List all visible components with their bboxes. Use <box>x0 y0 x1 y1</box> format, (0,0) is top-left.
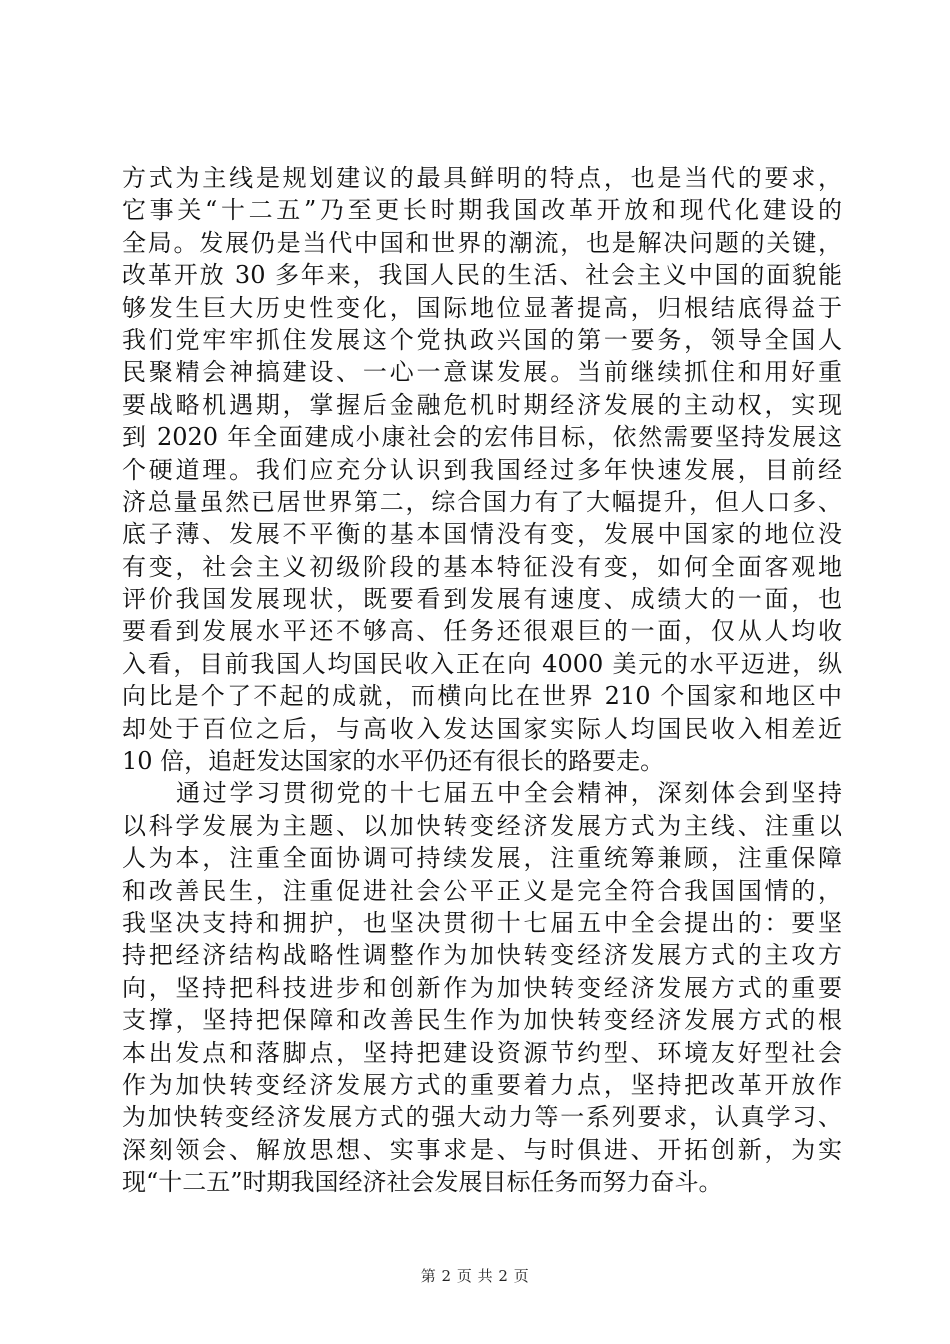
paragraph-1 <box>122 162 842 777</box>
page-number-footer: 第 2 页 共 2 页 <box>420 1267 530 1285</box>
text-line: 为加快转变经济发展方式的强大动力等一系列要求，认真学习、 <box>122 1103 842 1132</box>
text-line: 作为加快转变经济发展方式的重要着力点，坚持把改革开放作 <box>122 1070 842 1099</box>
body-text <box>122 162 842 1199</box>
text-line: 向比是个了不起的成就，而横向比在世界 210 个国家和地区中 <box>122 682 842 711</box>
text-line: 评价我国发展现状，既要看到发展有速度、成绩大的一面，也 <box>122 585 842 614</box>
text-line: 它事关“十二五”乃至更长时期我国改革开放和现代化建设的 <box>122 196 842 225</box>
text-line: 方式为主线是规划建议的最具鲜明的特点，也是当代的要求， <box>122 164 842 192</box>
text-line: 有变，社会主义初级阶段的基本特征没有变，如何全面客观地 <box>122 552 842 581</box>
text-line: 全局。发展仍是当代中国和世界的潮流，也是解决问题的关键， <box>122 228 842 257</box>
text-line: 支撑，坚持把保障和改善民生作为加快转变经济发展方式的根 <box>122 1006 842 1035</box>
text-line: 到 2020 年全面建成小康社会的宏伟目标，依然需要坚持发展这 <box>122 423 842 452</box>
text-line: 够发生巨大历史性变化，国际地位显著提高，归根结底得益于 <box>122 293 842 322</box>
text-line: 济总量虽然已居世界第二，综合国力有了大幅提升，但人口多、 <box>122 487 842 516</box>
paragraph-2 <box>122 777 842 1198</box>
text-line: 我们党牢牢抓住发展这个党执政兴国的第一要务，领导全国人 <box>122 325 842 354</box>
text-line: 要战略机遇期，掌握后金融危机时期经济发展的主动权，实现 <box>122 390 842 419</box>
text-line: 现“十二五”时期我国经济社会发展目标任务而努力奋斗。 <box>122 1168 723 1197</box>
text-line: 我坚决支持和拥护，也坚决贯彻十七届五中全会提出的：要坚 <box>122 908 842 937</box>
text-line: 和改善民生，注重促进社会公平正义是完全符合我国国情的， <box>122 876 842 905</box>
text-line: 向，坚持把科技进步和创新作为加快转变经济发展方式的重要 <box>122 973 842 1002</box>
text-line: 以科学发展为主题、以加快转变经济发展方式为主线、注重以 <box>122 811 842 840</box>
text-line: 民聚精会神搞建设、一心一意谋发展。当前继续抓住和用好重 <box>122 358 842 387</box>
text-line: 要看到发展水平还不够高、任务还很艰巨的一面，仅从人均收 <box>122 617 842 646</box>
text-line: 改革开放 30 多年来，我国人民的生活、社会主义中国的面貌能 <box>122 261 842 290</box>
text-line: 通过学习贯彻党的十七届五中全会精神，深刻体会到坚持 <box>176 779 842 808</box>
text-line: 持把经济结构战略性调整作为加快转变经济发展方式的主攻方 <box>122 941 842 970</box>
text-line: 本出发点和落脚点，坚持把建设资源节约型、环境友好型社会 <box>122 1038 842 1067</box>
text-line: 深刻领会、解放思想、实事求是、与时俱进、开拓创新，为实 <box>122 1135 842 1164</box>
text-line: 入看，目前我国人均国民收入正在向 4000 美元的水平迈进，纵 <box>122 649 842 678</box>
text-line: 个硬道理。我们应充分认识到我国经过多年快速发展，目前经 <box>122 455 842 484</box>
text-line: 10 倍，追赶发达国家的水平仍还有很长的路要走。 <box>122 747 665 776</box>
text-line: 人为本，注重全面协调可持续发展，注重统筹兼顾，注重保障 <box>122 844 842 873</box>
text-line: 底子薄、发展不平衡的基本国情没有变，发展中国家的地位没 <box>122 520 842 549</box>
text-line: 却处于百位之后，与高收入发达国家实际人均国民收入相差近 <box>122 714 842 743</box>
